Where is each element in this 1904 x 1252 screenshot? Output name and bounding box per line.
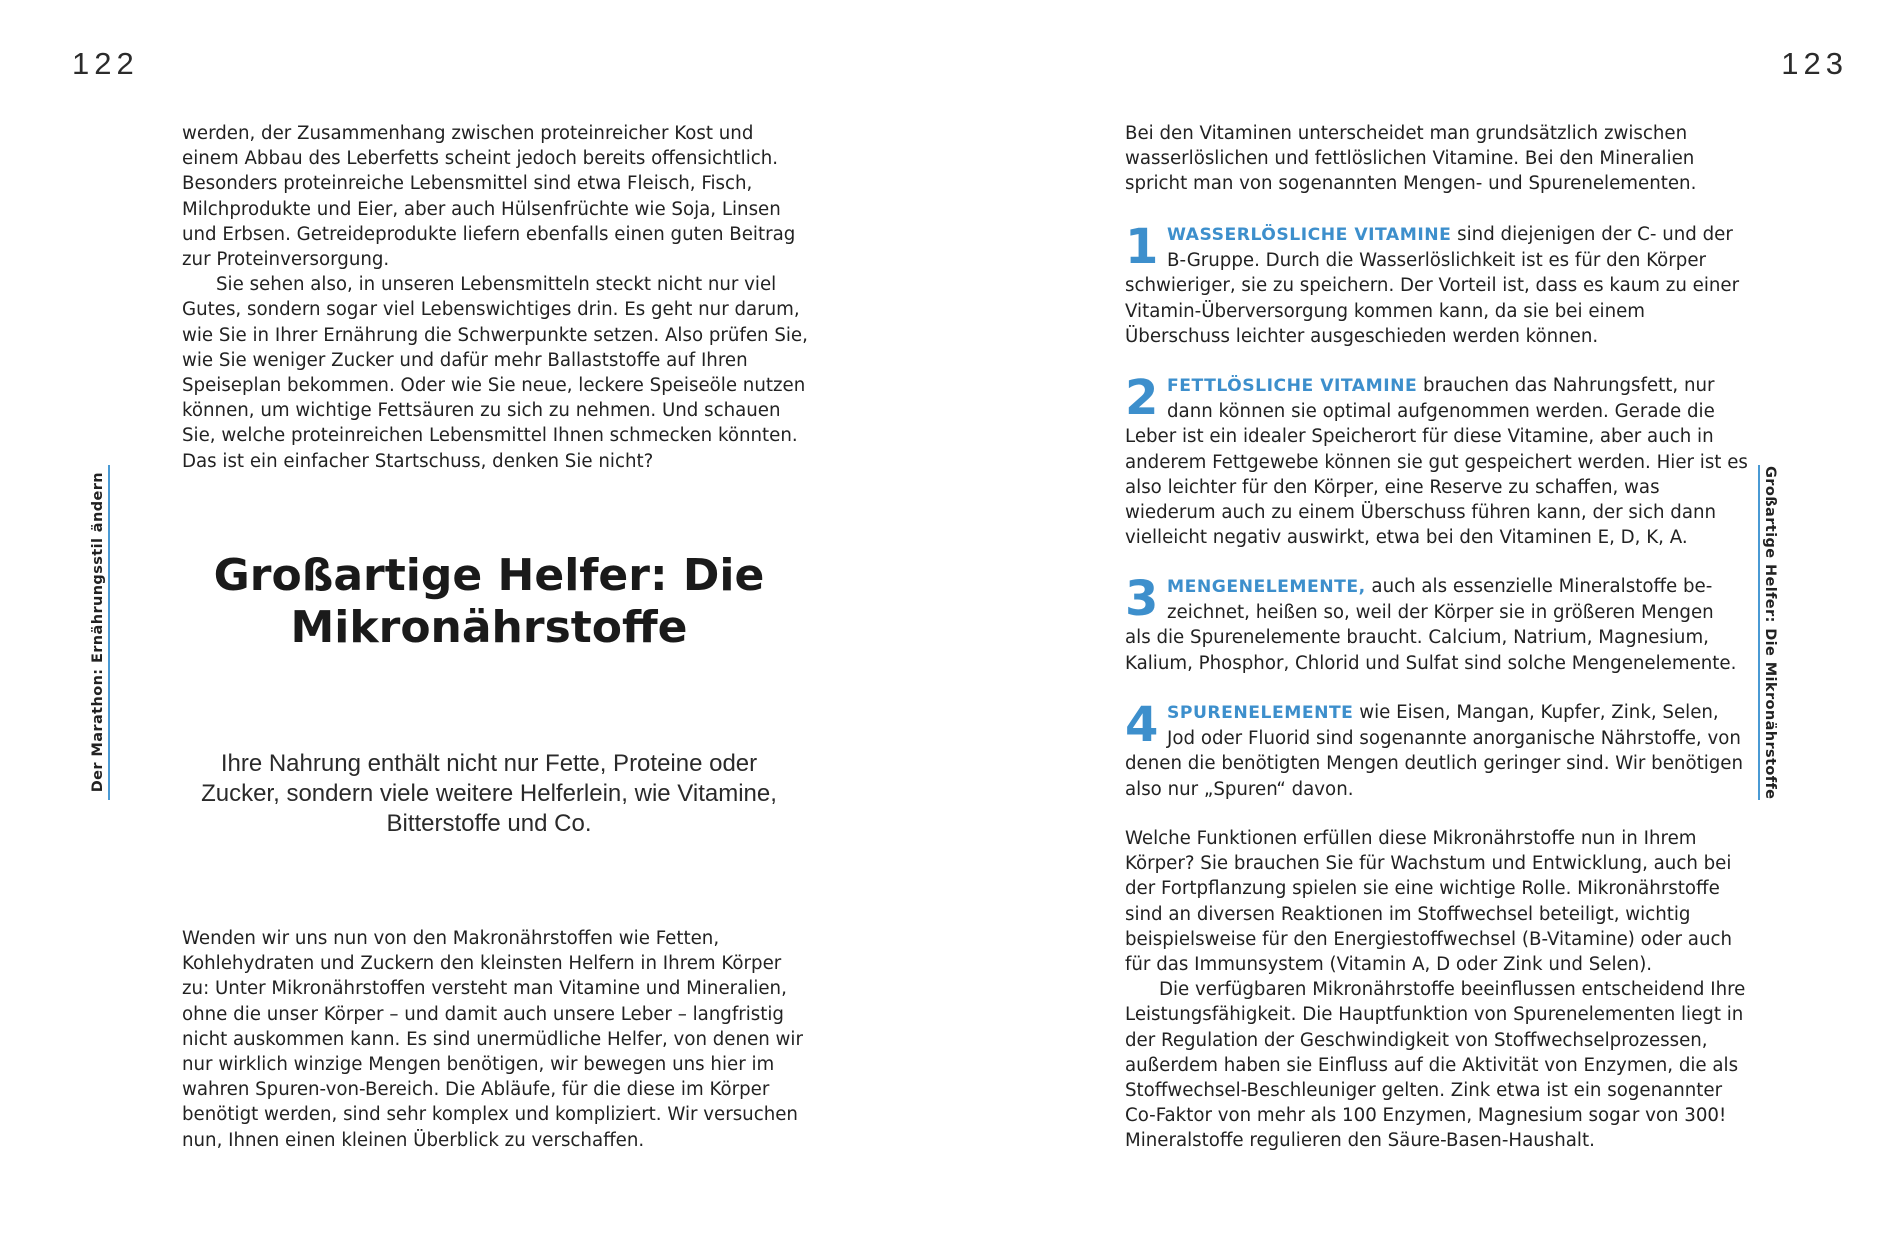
- item-title: FETTLÖSLICHE VITAMINE: [1167, 376, 1418, 396]
- paragraph: Wenden wir uns nun von den Makronährstoffen wie Fetten, Kohlehydraten und Zuckern den kleinsten Helfern in Ihrem Körper zu: Unter Mikronährstoffen versteht man Vitamine und Mineralien, ohne die unser Körper – und damit auch unsere Leber – langfristig nicht auskommen kann. Es sind unermüdliche Helfer, von denen wir nur wirklich winzige Mengen benötigen, wir bewegen uns hier im wahren Spuren-von-Bereich. Die Abläufe, für die diese im Körper benötigt werden, sind sehr komplex und kompliziert. Wir versuchen nun, Ihnen einen kleinen Überblick zu verschaffen.: [182, 928, 803, 1151]
- item-number: 4: [1125, 697, 1159, 753]
- item-text: dann können sie optimal aufgenommen werden. Gerade die: [1167, 401, 1715, 423]
- item-number: 2: [1125, 370, 1159, 426]
- side-label: [1758, 465, 1780, 800]
- item-number: 1: [1125, 219, 1159, 275]
- paragraph: Welche Funktionen erfüllen diese Mikronährstoffe nun in Ihrem Körper? Sie brauchen Sie für Wachstum und Entwicklung, auch bei der Fortpflanzung spielen sie eine wichtige Rolle. Mikronährstoffe sind an diversen Reaktionen im Stoffwechsel beteiligt, wichtig beispielsweise für den Energiestoffwechsel (B-Vitamine) oder auch für das Immunsystem (Vitamin A, D oder Zink und Selen).: [1125, 828, 1733, 976]
- item-number: 3: [1125, 571, 1159, 627]
- list-item: [1125, 370, 1753, 550]
- item-text: Leber ist ein idealer Speicherort für diese Vitamine, aber auch in anderem Fettgewebe können sie gut gespeichert werden. Hier ist es also leichter für den Körper, eine Reserve zu schaffen, was wiederum auch zu einem Überschuss führen kann, der sich dann vielleicht negativ auswirkt, etwa bei den Vitaminen E, D, K, A.: [1125, 426, 1748, 549]
- intro-text: [1125, 121, 1753, 197]
- section-heading: Großartige Helfer: Die Mikronährstoffe: [213, 550, 765, 653]
- page-number: 123: [1781, 46, 1848, 81]
- item-text: denen die benötigten Mengen deutlich geringer sind. Wir benötigen also nur „Spuren“ davon.: [1125, 753, 1744, 800]
- body-text: [182, 926, 812, 1153]
- outro-text: [1125, 826, 1753, 1154]
- item-text: schwieriger, sie zu speichern. Der Vorteil ist, dass es kaum zu einer Vitamin-Überversorgung kommen kann, da sie bei einem Überschuss leichter ausgeschieden werden können.: [1125, 275, 1740, 347]
- item-title: WASSERLÖSLICHE VITAMINE: [1167, 225, 1452, 245]
- item-text: sind diejenigen der C- und der: [1457, 224, 1733, 245]
- item-text: auch als essenzielle Mineralstoffe be-: [1371, 576, 1713, 597]
- item-text: wie Eisen, Mangan, Kupfer, Zink, Selen,: [1359, 702, 1719, 723]
- page-number: 122: [72, 46, 139, 81]
- item-text: als die Spurenelemente braucht. Calcium, Natrium, Magnesium, Kalium, Phosphor, Chlorid und Sulfat sind solche Mengenelemente.: [1125, 627, 1737, 674]
- side-label-text: Der Marathon: Ernährungsstil ändern: [90, 472, 106, 793]
- right-page: [952, 0, 1904, 1252]
- paragraph: werden, der Zusammenhang zwischen proteinreicher Kost und einem Abbau des Leberfetts scheint jedoch bereits offensichtlich. Besonders proteinreiche Lebensmittel sind etwa Fleisch, Fisch, Milchprodukte und Eier, aber auch Hülsenfrüchte wie Soja, Linsen und Erbsen. Getreideprodukte liefern ebenfalls einen guten Beitrag zur Proteinversorgung.: [182, 123, 796, 271]
- item-title: MENGENELEMENTE,: [1167, 577, 1366, 597]
- item-text: brauchen das Nahrungsfett, nur: [1423, 375, 1715, 396]
- side-label-text: Großartige Helfer: Die Mikronährstoffe: [1762, 465, 1778, 800]
- list-item: [1125, 697, 1753, 802]
- item-text: Jod oder Fluorid sind sogenannte anorganische Nährstoffe, von: [1167, 728, 1741, 750]
- list-item: [1125, 571, 1753, 676]
- section-teaser: Ihre Nahrung enthält nicht nur Fette, Proteine oder Zucker, sondern viele weitere Helferlein, wie Vitamine, Bitterstoffe und Co.: [201, 750, 777, 837]
- item-text: B-Gruppe. Durch die Wasserlöslichkeit ist es für den Körper: [1167, 250, 1706, 272]
- paragraph: Die verfügbaren Mikronährstoffe beeinflussen entscheidend Ihre Leistungsfähigkeit. Die Hauptfunktion von Spurenelementen liegt in der Regulation der Geschwindigkeit von Stoffwechselprozessen, außerdem haben sie Einfluss auf die Aktivität von Enzymen, die als Stoffwechsel-Beschleuniger gelten. Zink etwa ist ein sogenannter Co-Faktor von mehr als 100 Enzymen, Magnesium sogar von 300! Mineralstoffe regulieren den Säure-Basen-Haushalt.: [1125, 979, 1746, 1152]
- paragraph: Bei den Vitaminen unterscheidet man grundsätzlich zwischen wasserlöslichen und fettlöslichen Vitamine. Bei den Mineralien spricht man von sogenannten Mengen- und Spurenelementen.: [1125, 123, 1697, 195]
- item-title: SPURENELEMENTE: [1167, 703, 1354, 723]
- intro-text: [182, 121, 812, 474]
- list-item: [1125, 219, 1753, 349]
- item-text: zeichnet, heißen so, weil der Körper sie in größeren Mengen: [1167, 602, 1714, 624]
- side-label: [88, 465, 110, 800]
- paragraph: Sie sehen also, in unseren Lebensmitteln steckt nicht nur viel Gutes, sondern sogar viel Lebenswichtiges drin. Es geht nur darum, wie Sie in Ihrer Ernährung die Schwerpunkte setzen. Also prüfen Sie, wie Sie weniger Zucker und dafür mehr Ballaststoffe auf Ihren Speiseplan bekommen. Oder wie Sie neue, leckere Speiseöle nutzen können, um wichtige Fettsäuren zu sich zu nehmen. Und schauen Sie, welche proteinreichen Lebensmittel Ihnen schmecken könnten. Das ist ein einfacher Startschuss, denken Sie nicht?: [182, 274, 808, 472]
